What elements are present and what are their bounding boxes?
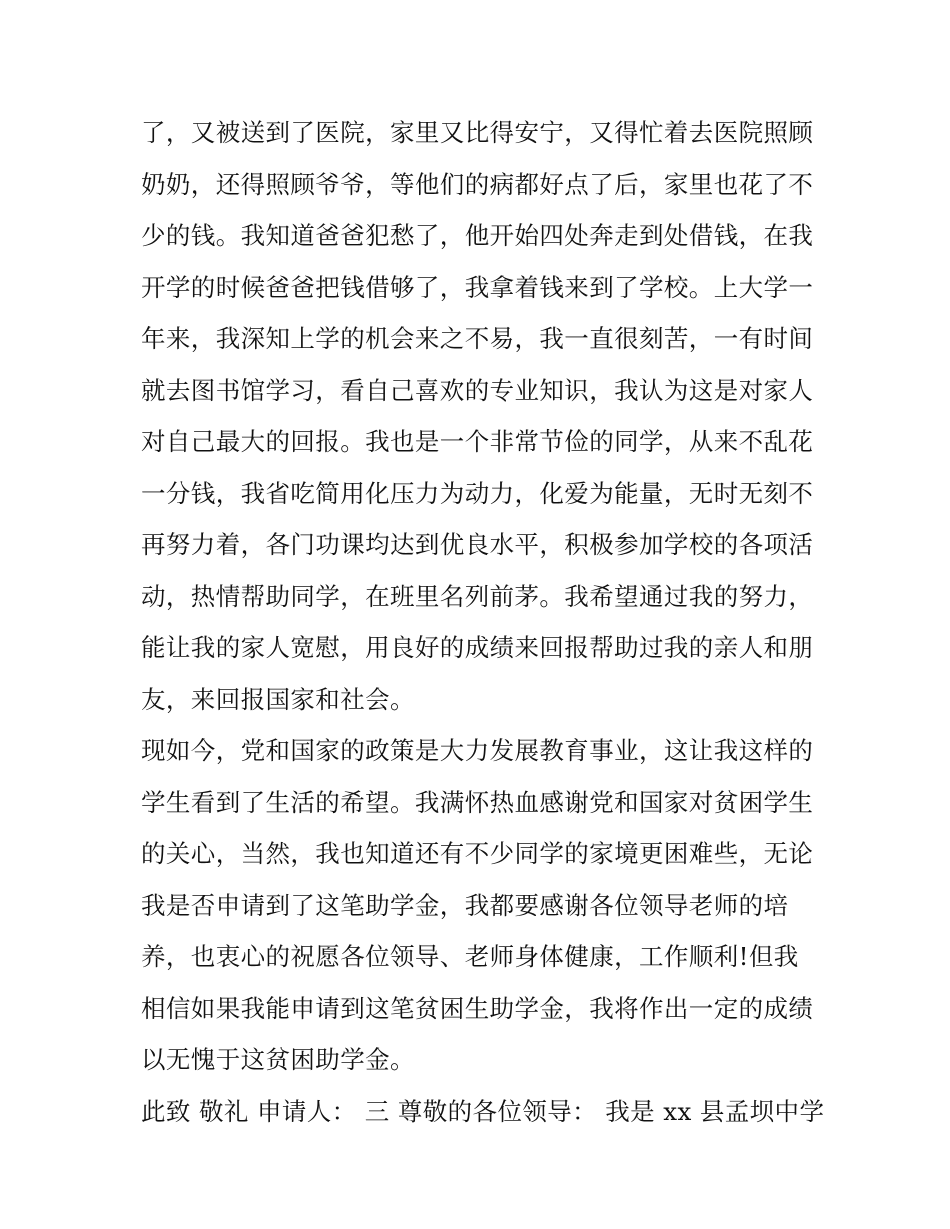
text-line: 我是否申请到了这笔助学金，我都要感谢各位领导老师的培 bbox=[141, 890, 789, 920]
text-line: 此致 敬礼 申请人： 三 尊敬的各位领导： 我是 xx 县孟坝中学 bbox=[141, 1096, 825, 1126]
text-line: 了，又被送到了医院，家里又比得安宁，又得忙着去医院照顾 bbox=[141, 118, 814, 147]
text-line: 以无愧于这贫困助学金。 bbox=[141, 1045, 415, 1074]
text-line: 就去图书馆学习，看自己喜欢的专业知识，我认为这是对家人 bbox=[141, 375, 814, 405]
text-line: 养，也衷心的祝愿各位领导、老师身体健康，工作顺利!但我 bbox=[141, 942, 799, 971]
text-line: 年来，我深知上学的机会来之不易，我一直很刻苦，一有时间 bbox=[141, 324, 814, 353]
text-line: 再努力着，各门功课均达到优良水平，积极参加学校的各项活 bbox=[141, 530, 814, 559]
text-line: 友，来回报国家和社会。 bbox=[141, 684, 415, 714]
text-line: 奶奶，还得照顾爷爷，等他们的病都好点了后，家里也花了不 bbox=[141, 169, 814, 199]
text-line: 开学的时候爸爸把钱借够了，我拿着钱来到了学校。上大学一 bbox=[141, 272, 814, 302]
text-line: 现如今，党和国家的政策是大力发展教育事业，这让我这样的 bbox=[141, 736, 814, 765]
text-line: 的关心，当然，我也知道还有不少同学的家境更困难些，无论 bbox=[141, 839, 814, 868]
text-line: 学生看到了生活的希望。我满怀热血感谢党和国家对贫困学生 bbox=[141, 787, 814, 817]
text-line: 少的钱。我知道爸爸犯愁了，他开始四处奔走到处借钱，在我 bbox=[141, 221, 814, 250]
document-body bbox=[141, 107, 825, 1137]
text-line: 一分钱，我省吃简用化压力为动力，化爱为能量，无时无刻不 bbox=[141, 478, 814, 508]
text-line: 能让我的家人宽慰，用良好的成绩来回报帮助过我的亲人和朋 bbox=[141, 633, 814, 662]
text-line: 动，热情帮助同学，在班里名列前茅。我希望通过我的努力， bbox=[141, 581, 814, 611]
text-line: 相信如果我能申请到这笔贫困生助学金，我将作出一定的成绩 bbox=[141, 993, 814, 1023]
text-line: 对自己最大的回报。我也是一个非常节俭的同学，从来不乱花 bbox=[141, 427, 814, 456]
